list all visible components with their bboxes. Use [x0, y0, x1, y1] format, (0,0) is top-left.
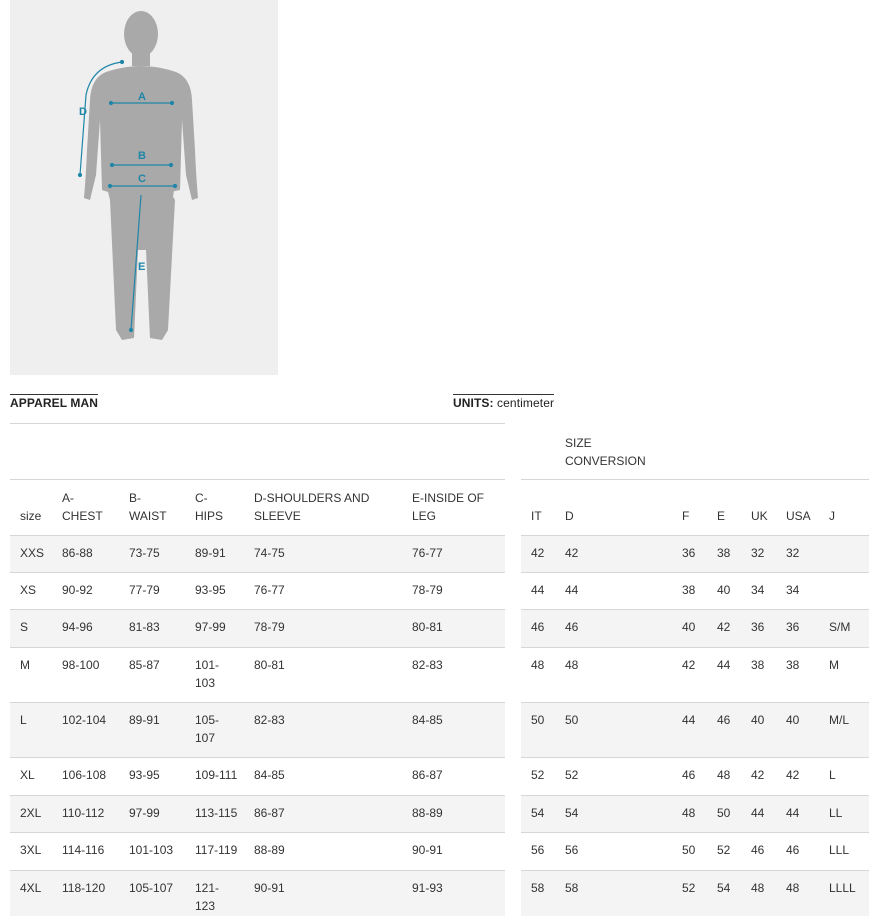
- table-cell: 38: [776, 648, 819, 703]
- table-cell: 50: [672, 833, 707, 871]
- table-cell: 3XL: [10, 833, 52, 871]
- conversion-column-header: D: [555, 480, 672, 536]
- apparel-title: APPAREL MAN: [10, 396, 98, 410]
- table-cell: 80-81: [244, 648, 402, 703]
- table-cell: 48: [776, 871, 819, 916]
- table-row: [10, 796, 505, 833]
- table-row: [521, 573, 869, 610]
- table-cell: XL: [10, 758, 52, 796]
- table-cell: 102-104: [52, 703, 119, 758]
- table-cell: 109-111: [185, 758, 244, 796]
- table-cell: 46: [555, 610, 672, 648]
- table-cell: 113-115: [185, 796, 244, 833]
- table-cell: 36: [672, 536, 707, 573]
- body-measurement-figure: [10, 0, 278, 375]
- table-cell: 82-83: [402, 648, 505, 703]
- table-cell: S: [10, 610, 52, 648]
- table-cell: 88-89: [402, 796, 505, 833]
- table-cell: 76-77: [402, 536, 505, 573]
- table-cell: LLLL: [819, 871, 869, 916]
- table-cell: 91-93: [402, 871, 505, 916]
- table-cell: 58: [521, 871, 555, 916]
- table-cell: 4XL: [10, 871, 52, 916]
- table-cell: 90-91: [402, 833, 505, 871]
- table-cell: 52: [672, 871, 707, 916]
- conversion-column-header: E: [707, 480, 741, 536]
- table-row: [521, 536, 869, 573]
- size-column-header: A- CHEST: [52, 480, 119, 536]
- table-row: [10, 573, 505, 610]
- table-cell: 94-96: [52, 610, 119, 648]
- table-cell: 74-75: [244, 536, 402, 573]
- table-cell: 98-100: [52, 648, 119, 703]
- table-cell: 89-91: [119, 703, 185, 758]
- table-cell: 38: [741, 648, 776, 703]
- table-cell: 90-91: [244, 871, 402, 916]
- table-row: [10, 536, 505, 573]
- table-cell: 117-119: [185, 833, 244, 871]
- table-cell: 44: [521, 573, 555, 610]
- conversion-column-header: UK: [741, 480, 776, 536]
- table-cell: 42: [776, 758, 819, 796]
- table-cell: 54: [707, 871, 741, 916]
- table-cell: 81-83: [119, 610, 185, 648]
- units-label: UNITS:: [453, 396, 494, 410]
- table-cell: 46: [521, 610, 555, 648]
- table-cell: 40: [672, 610, 707, 648]
- table-cell: 80-81: [402, 610, 505, 648]
- table-cell: 52: [555, 758, 672, 796]
- body-silhouette-diagram: [10, 0, 278, 375]
- table-cell: 97-99: [119, 796, 185, 833]
- table-row: [521, 610, 869, 648]
- table-row: [521, 871, 869, 916]
- table-cell: 84-85: [244, 758, 402, 796]
- table-cell: 44: [672, 703, 707, 758]
- conversion-column-header: IT: [521, 480, 555, 536]
- table-cell: 50: [555, 703, 672, 758]
- table-cell: 78-79: [402, 573, 505, 610]
- table-cell: 40: [776, 703, 819, 758]
- table-cell: 2XL: [10, 796, 52, 833]
- conversion-title: SIZE CONVERSION: [521, 424, 741, 480]
- table-cell: S/M: [819, 610, 869, 648]
- table-cell: 106-108: [52, 758, 119, 796]
- table-cell: 42: [672, 648, 707, 703]
- table-cell: 32: [741, 536, 776, 573]
- table-row: [10, 610, 505, 648]
- table-cell: 52: [521, 758, 555, 796]
- table-cell: 50: [707, 796, 741, 833]
- size-table: [10, 423, 505, 916]
- table-cell: 93-95: [119, 758, 185, 796]
- units-value: centimeter: [497, 396, 555, 410]
- size-table-header: [10, 480, 505, 536]
- table-cell: 85-87: [119, 648, 185, 703]
- table-cell: XS: [10, 573, 52, 610]
- table-row: [521, 833, 869, 871]
- table-cell: 42: [741, 758, 776, 796]
- table-cell: 46: [672, 758, 707, 796]
- table-cell: 52: [707, 833, 741, 871]
- label-c: C: [138, 173, 146, 185]
- table-cell: XXS: [10, 536, 52, 573]
- table-cell: 89-91: [185, 536, 244, 573]
- table-cell: 48: [672, 796, 707, 833]
- table-cell: L: [819, 758, 869, 796]
- table-cell: 86-87: [402, 758, 505, 796]
- table-cell: 40: [741, 703, 776, 758]
- table-row: [521, 796, 869, 833]
- size-column-header: E-INSIDE OF LEG: [402, 480, 505, 536]
- table-cell: 44: [555, 573, 672, 610]
- table-cell: 40: [707, 573, 741, 610]
- table-cell: 48: [707, 758, 741, 796]
- size-column-header: size: [10, 480, 52, 536]
- table-cell: 42: [707, 610, 741, 648]
- size-column-header: B- WAIST: [119, 480, 185, 536]
- table-cell: 105- 107: [185, 703, 244, 758]
- table-cell: 48: [521, 648, 555, 703]
- table-cell: 82-83: [244, 703, 402, 758]
- table-cell: 46: [776, 833, 819, 871]
- table-row: [521, 648, 869, 703]
- table-cell: 50: [521, 703, 555, 758]
- conversion-column-header: F: [672, 480, 707, 536]
- table-cell: 44: [707, 648, 741, 703]
- table-cell: 73-75: [119, 536, 185, 573]
- conversion-table-header: [521, 480, 869, 536]
- table-cell: L: [10, 703, 52, 758]
- table-cell: 42: [555, 536, 672, 573]
- table-cell: 56: [521, 833, 555, 871]
- table-cell: 97-99: [185, 610, 244, 648]
- table-cell: 93-95: [185, 573, 244, 610]
- size-column-header: C- HIPS: [185, 480, 244, 536]
- table-cell: 36: [741, 610, 776, 648]
- table-cell: 34: [741, 573, 776, 610]
- table-row: [521, 758, 869, 796]
- table-cell: 44: [776, 796, 819, 833]
- table-cell: 38: [672, 573, 707, 610]
- table-row: [10, 758, 505, 796]
- table-cell: 58: [555, 871, 672, 916]
- table-row: [10, 871, 505, 916]
- table-cell: 114-116: [52, 833, 119, 871]
- table-cell: 101-103: [119, 833, 185, 871]
- table-cell: 48: [741, 871, 776, 916]
- table-cell: LLL: [819, 833, 869, 871]
- table-cell: 105-107: [119, 871, 185, 916]
- table-row: [10, 833, 505, 871]
- table-cell: 32: [776, 536, 819, 573]
- table-cell: 88-89: [244, 833, 402, 871]
- table-cell: [819, 573, 869, 610]
- table-cell: M: [819, 648, 869, 703]
- table-cell: 76-77: [244, 573, 402, 610]
- table-cell: M: [10, 648, 52, 703]
- size-conversion-table: [521, 423, 869, 916]
- table-row: [10, 648, 505, 703]
- table-cell: 34: [776, 573, 819, 610]
- label-e: E: [138, 261, 146, 273]
- table-row: [10, 703, 505, 758]
- label-d: D: [79, 106, 87, 118]
- table-cell: 44: [741, 796, 776, 833]
- size-column-header: D-SHOULDERS AND SLEEVE: [244, 480, 402, 536]
- table-cell: 36: [776, 610, 819, 648]
- table-cell: 78-79: [244, 610, 402, 648]
- table-cell: [819, 536, 869, 573]
- table-cell: 54: [521, 796, 555, 833]
- table-cell: 86-88: [52, 536, 119, 573]
- table-row: [521, 703, 869, 758]
- table-cell: 42: [521, 536, 555, 573]
- table-cell: 46: [741, 833, 776, 871]
- table-cell: 48: [555, 648, 672, 703]
- table-cell: 56: [555, 833, 672, 871]
- table-cell: LL: [819, 796, 869, 833]
- label-b: B: [138, 150, 146, 162]
- table-cell: 38: [707, 536, 741, 573]
- table-cell: 46: [707, 703, 741, 758]
- table-cell: 121- 123: [185, 871, 244, 916]
- table-cell: M/L: [819, 703, 869, 758]
- table-cell: 84-85: [402, 703, 505, 758]
- label-a: A: [138, 91, 146, 103]
- table-cell: 110-112: [52, 796, 119, 833]
- table-cell: 101- 103: [185, 648, 244, 703]
- conversion-column-header: J: [819, 480, 869, 536]
- table-cell: 86-87: [244, 796, 402, 833]
- table-cell: 90-92: [52, 573, 119, 610]
- conversion-column-header: USA: [776, 480, 819, 536]
- table-cell: 118-120: [52, 871, 119, 916]
- table-cell: 77-79: [119, 573, 185, 610]
- table-cell: 54: [555, 796, 672, 833]
- units-heading: [453, 394, 554, 410]
